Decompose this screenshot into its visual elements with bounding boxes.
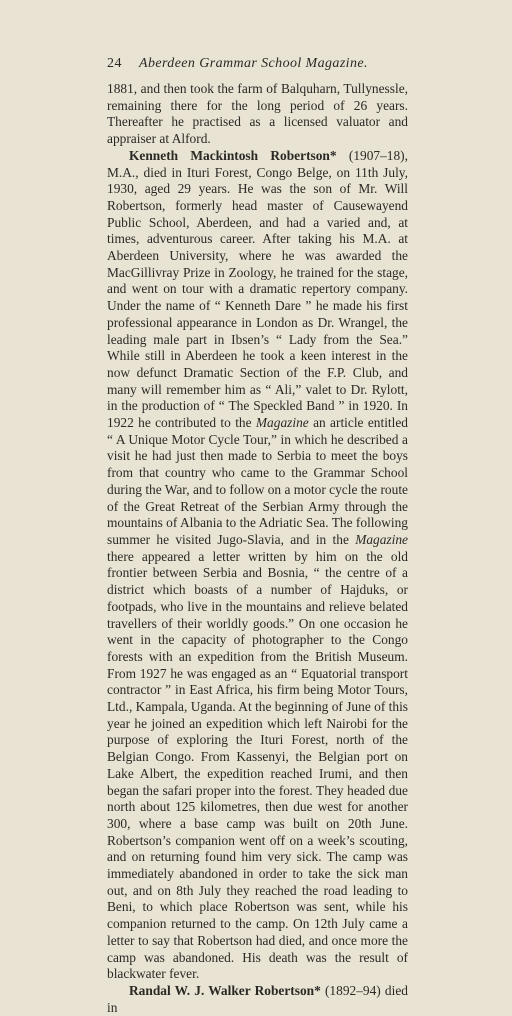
text-segment: 1881, and then took the farm of Balquharn, Tullynessle, remaining there for the long period of 26 years. Thereafter he practised as a licensed valuator and appraiser at Alford. (107, 81, 408, 147)
paragraph-p1 (107, 81, 408, 148)
page-number: 24 (107, 56, 122, 71)
running-title: Aberdeen Grammar School Magazine. (139, 56, 368, 71)
paragraph-p2 (107, 148, 408, 983)
italic-title: Magazine (255, 415, 309, 431)
italic-title: Magazine (355, 531, 408, 547)
text-segment: there appeared a letter written by him on the old frontier between Serbia and Bosnia, “ the centre of a district which boasts of a number of Hajduks, or footpads, who live in the mountains and relieve belated travellers of their worldly goods.” On one occasion he went in the capacity of photographer to the Congo forests with an expedition from the British Museum. From 1927 he was engaged as an “ Equatorial transport contractor ” in East Africa, his firm being Motor Tours, Ltd., Kampala, Uganda. At the beginning of June of this year he joined an expedition which left Nairobi for the purpose of exploring the Ituri Forest, north of the Belgian Congo. From Kassenyi, the Belgian port on Lake Albert, the expedition reached Irumi, and then began the safari proper into the forest. They headed due north about 125 kilometres, then due west for another 300, where a base camp was built on 20th June. Robertson’s companion went off on a week’s scouting, and on returning found him very sick. The camp was immediately abandoned in order to take the sick man out, and on 8th July they reached the road leading to Beni, to which place Robertson was sent, while his companion returned to the camp. On 12th July came a letter to say that Robertson had died, and once more the camp was abandoned. His death was the result of blackwater fever. (107, 548, 408, 982)
text-segment: (1892–94) died in (107, 982, 408, 1015)
person-name: Kenneth Mackintosh Robertson* (129, 147, 337, 163)
article-body (107, 81, 408, 1016)
paragraph-p3 (107, 983, 408, 1016)
text-segment: (1907–18), M.A., died in Ituri Forest, Congo Belge, on 11th July, 1930, aged 29 years. He was the son of Mr. Will Robertson, formerly head master of Causewayend Public School, Aberdeen, and had a varied and, at times, adventurous career. After taking his M.A. at Aberdeen University, where he was awarded the MacGillivray Prize in Zoology, he trained for the stage, and went on tour with a dramatic repertory company. Under the name of “ Kenneth Dare ” he made his first professional appearance in London as Dr. Wrangel, the leading male part in Ibsen’s “ Lady from the Sea.” While still in Aberdeen he took a keen interest in the now defunct Dramatic Section of the F.P. Club, and many will remember him as “ Ali,” valet to Dr. Rylott, in the production of “ The Speckled Band ” in 1920. In 1922 he contributed to the (107, 147, 408, 431)
text-segment: an article entitled “ A Unique Motor Cycle Tour,” in which he described a visit he had just then made to Serbia to meet the boys from that country who came to the Grammar School during the War, and to follow on a motor cycle the route of the Great Retreat of the Serbian Army through the mountains of Albania to the Adriatic Sea. The following summer he visited Jugo-Slavia, and in the (107, 415, 408, 547)
page-header (107, 56, 407, 72)
person-name: Randal W. J. Walker Robertson* (129, 982, 321, 998)
